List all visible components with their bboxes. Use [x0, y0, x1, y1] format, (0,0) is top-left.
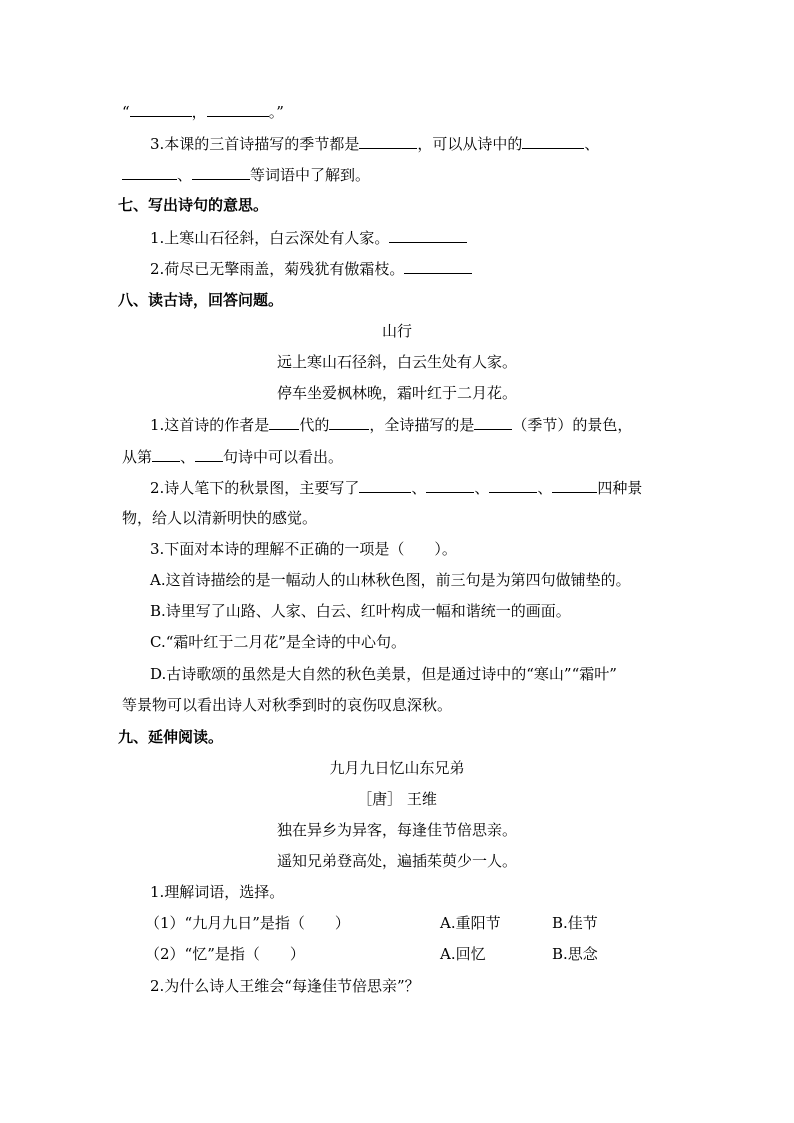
- option-a[interactable]: A.这首诗描绘的是一幅动人的山林秋色图，前三句是为第四句做铺垫的。: [150, 571, 631, 589]
- answer-blank[interactable]: [474, 414, 512, 430]
- section-9-q2: 2.为什么诗人王维会“每逢佳节倍思亲”？: [150, 977, 420, 995]
- answer-blank[interactable]: [404, 258, 472, 274]
- choice-a[interactable]: A.重阳节: [440, 914, 501, 932]
- answer-blank[interactable]: [359, 477, 411, 493]
- poem-line: 远上寒山石径斜，白云生处有人家。: [276, 353, 517, 371]
- answer-blank[interactable]: [192, 164, 250, 180]
- answer-blank[interactable]: [426, 477, 474, 493]
- answer-blank[interactable]: [122, 164, 177, 180]
- close-quote: 。”: [268, 103, 284, 121]
- section-9-q1-2: （2）“忆”是指（ ）: [145, 945, 305, 963]
- choice-a[interactable]: A.回忆: [440, 945, 486, 963]
- choice-b[interactable]: B.思念: [552, 945, 598, 963]
- section-8-q3: 3.下面对本诗的理解不正确的一项是（ ）。: [150, 540, 457, 558]
- section-8-heading: 八、读古诗，回答问题。: [118, 291, 284, 309]
- answer-blank[interactable]: [489, 477, 537, 493]
- open-quote: “: [122, 103, 130, 121]
- section-8-q2-line2: 物，给人以清新明快的感觉。: [122, 509, 318, 527]
- section-8-q1-line2: 从第 、 句诗中可以看出。: [122, 448, 344, 466]
- answer-blank[interactable]: [207, 101, 269, 117]
- section-8-q2-line1: 2.诗人笔下的秋景图，主要写了 、 、 、 四种景: [150, 479, 643, 497]
- option-d-continued: 等景物可以看出诗人对秋季到时的哀伤叹息深秋。: [122, 696, 453, 714]
- answer-blank[interactable]: [389, 227, 467, 243]
- answer-blank[interactable]: [195, 446, 223, 462]
- option-c[interactable]: C.“霜叶红于二月花”是全诗的中心句。: [150, 633, 407, 651]
- poem-author: ［唐］ 王维: [357, 790, 437, 808]
- poem-title: 九月九日忆山东兄弟: [329, 759, 465, 777]
- answer-blank[interactable]: [329, 414, 369, 430]
- poem-title: 山行: [381, 322, 412, 340]
- option-d[interactable]: D.古诗歌颂的虽然是大自然的秋色美景，但是通过诗中的“寒山”“霜叶”: [150, 665, 617, 683]
- poem-line: 遥知兄弟登高处，遍插茱萸少一人。: [276, 852, 517, 870]
- answer-blank[interactable]: [152, 446, 180, 462]
- answer-blank[interactable]: [552, 477, 597, 493]
- section-7-heading: 七、写出诗句的意思。: [118, 196, 269, 214]
- answer-blank[interactable]: [522, 133, 584, 149]
- section-7-item-2: 2.荷尽已无擎雨盖，菊残犹有傲霜枝。: [150, 258, 472, 279]
- q6-item3-line2: 、 等词语中了解到。: [122, 164, 370, 185]
- section-8-q1-line1: 1.这首诗的作者是 代的 ，全诗描写的是 （季节）的景色，: [150, 416, 633, 434]
- section-7-item-1: 1.上寒山石径斜，白云深处有人家。: [150, 227, 467, 248]
- fill-in-quote-line: [122, 101, 284, 122]
- section-9-heading: 九、延伸阅读。: [118, 728, 224, 746]
- answer-blank[interactable]: [269, 414, 299, 430]
- answer-blank[interactable]: [130, 101, 192, 117]
- poem-line: 停车坐爱枫林晚，霜叶红于二月花。: [276, 384, 517, 402]
- choice-b[interactable]: B.佳节: [552, 914, 598, 932]
- comma: ，: [191, 103, 207, 121]
- q6-item3-line1: 3.本课的三首诗描写的季节都是 ，可以从诗中的 、: [150, 135, 600, 153]
- option-b[interactable]: B.诗里写了山路、人家、白云、红叶构成一幅和谐统一的画面。: [150, 602, 571, 620]
- answer-blank[interactable]: [359, 133, 417, 149]
- poem-line: 独在异乡为异客，每逢佳节倍思亲。: [276, 821, 517, 839]
- section-9-q1-1: （1）“九月九日”是指（ ）: [145, 914, 350, 932]
- section-9-q1: 1.理解词语，选择。: [150, 883, 285, 901]
